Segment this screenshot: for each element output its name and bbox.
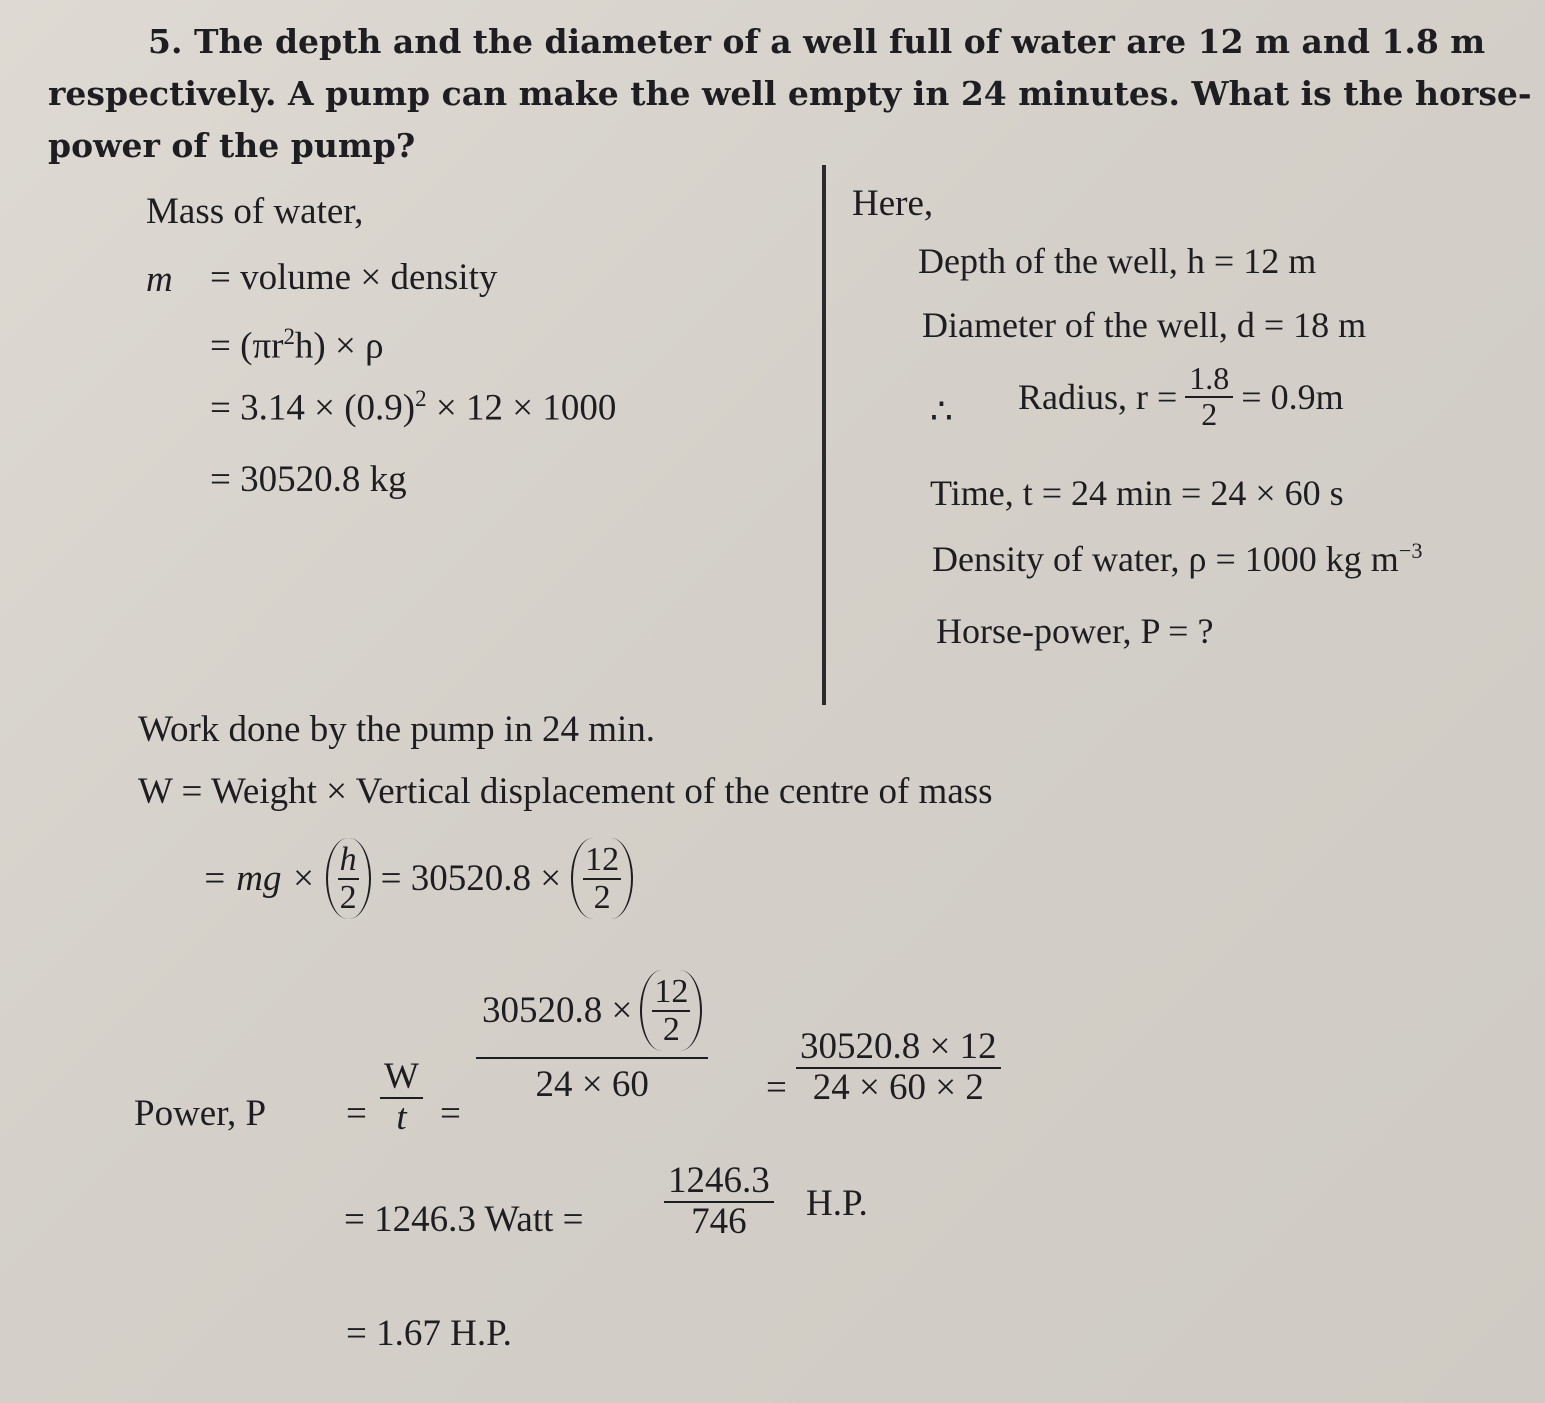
question-line-2: respectively. A pump can make the well empty in 24 minutes. What is the horse- [48,74,1532,113]
given-radius: Radius, r = $\frac{1.8}{2}$ = 0.9m [1018,360,1344,432]
mass-eq-3: = $3.14 \times (0.9)^2 \times 12 \times 1000$ [210,386,617,429]
mass-result: = 30520.8 kg [210,459,407,500]
power-w-over-t: $\frac{W}{t}$ [380,1058,423,1138]
power-label: Power, P [134,1093,267,1134]
given-diameter: Diameter of the well, d = 18 m [922,305,1367,345]
power-rhs-fraction: $\frac{30520.8 \times 12}{24 \times 60 \times 2}$ [796,1028,1001,1108]
given-density: Density of water, ρ = 1000 kg $m^{-3}$ [932,538,1423,579]
given-depth: Depth of the well, h = 12 m [918,241,1317,281]
given-heading: Here, [852,183,934,224]
mass-eq-1: = volume × density [210,257,498,298]
mass-eq-2: = $(\pi r^2h) \times \rho$ [210,324,384,367]
therefore-symbol: ∴ [930,391,953,431]
power-watt: = 1246.3 Watt = [344,1199,584,1240]
given-time: Time, t = 24 min = 24 × 60 s [930,473,1344,513]
work-definition: W = Weight × Vertical displacement of the centre of mass [138,771,993,812]
column-divider [822,165,826,705]
power-equals-3: = [766,1067,787,1108]
question-line-3: power of the pump? [48,126,416,165]
work-heading: Work done by the pump in 24 min. [138,709,656,750]
power-fraction: 30520.8 × $\frac{12}{2}$ 24 × 60 [476,970,708,1106]
given-horsepower: Horse-power, P = ? [936,611,1214,651]
work-equation: = mg × $\frac{h}{2}$ = 30520.8 × $\frac{12}{2}$ [202,838,633,919]
power-hp-fraction: $\frac{1246.3}{746}$ [664,1162,774,1242]
mass-symbol: m [146,259,173,300]
power-hp-unit: H.P. [806,1183,868,1224]
power-final: = 1.67 H.P. [346,1313,512,1354]
mass-heading: Mass of water, [146,191,364,232]
power-equals: = [346,1093,367,1134]
power-equals-2: = [440,1093,461,1134]
question-line-1: 5. The depth and the diameter of a well full of water are 12 m and 1.8 m [148,22,1486,61]
